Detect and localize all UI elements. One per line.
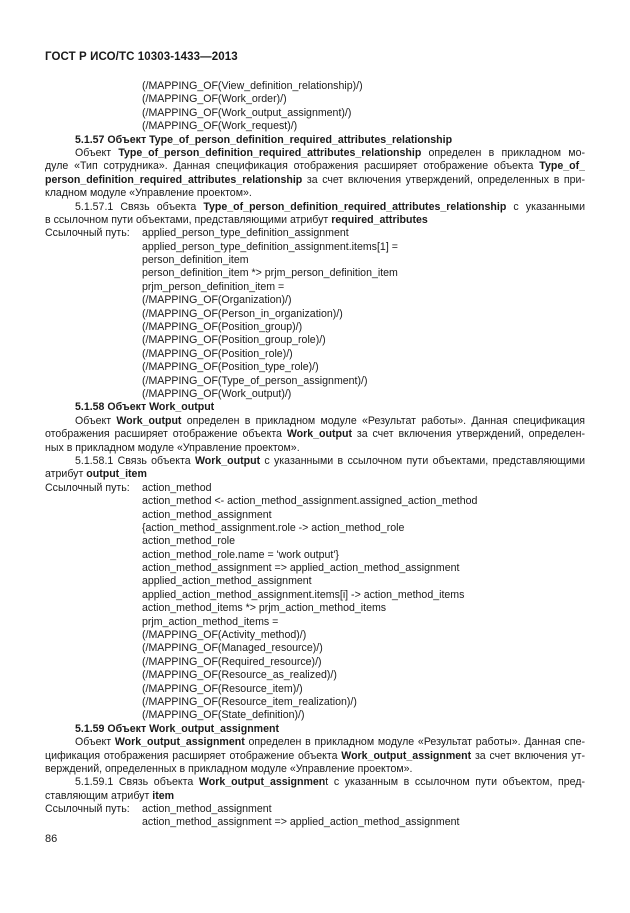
entity-name: Work_output bbox=[286, 428, 352, 441]
entity-name: Type_of_person_definition_required_attributes_relationship bbox=[203, 200, 507, 213]
page-header: ГОСТ Р ИСО/ТС 10303-1433—2013 bbox=[45, 51, 238, 63]
text-run: за счет включения ут- bbox=[471, 749, 585, 762]
text-run: определен в прикладном модуле «Результат работы». Данная спе- bbox=[244, 736, 585, 749]
text-run: в ссылочном пути объектами, представляющими атрибут bbox=[45, 213, 332, 226]
reference-path-first bbox=[45, 227, 585, 240]
paragraph-line bbox=[45, 776, 585, 789]
reference-path-line: {action_method_assignment.role -> action_method_role bbox=[142, 521, 405, 534]
paragraph-line: верждений, определенных в прикладном модуле «Управление проектом». bbox=[45, 762, 413, 775]
text-run: дуле «Тип сотрудника». Данная спецификация отображения расширяет отображение объекта bbox=[45, 160, 540, 173]
paragraph-line: кладном модуле «Управление проектом». bbox=[45, 187, 252, 200]
page-number: 86 bbox=[45, 833, 58, 845]
reference-path-line: action_method_role.name = 'work output'} bbox=[142, 548, 339, 561]
reference-path-line: (/MAPPING_OF(Type_of_person_assignment)/) bbox=[142, 374, 368, 387]
reference-path-line: action_method_role bbox=[142, 535, 236, 548]
entity-name: Work_output_assignment bbox=[341, 749, 472, 762]
reference-path-line: (/MAPPING_OF(View_definition_relationship)/) bbox=[142, 80, 363, 92]
reference-path-line: action_method <- action_method_assignment.assigned_action_method bbox=[142, 495, 478, 508]
entity-name: Type_of_person_definition_required_attributes_relationship bbox=[118, 146, 422, 159]
text-run: t с указанным в ссылочном пути объектом, пред- bbox=[325, 776, 585, 789]
paragraph-line bbox=[45, 455, 585, 468]
reference-path-line: (/MAPPING_OF(Resource_item)/) bbox=[142, 682, 303, 695]
text-run: с указанными bbox=[506, 200, 585, 213]
entity-name: Work_output_assignment bbox=[114, 736, 245, 749]
reference-path-line: (/MAPPING_OF(Person_in_organization)/) bbox=[142, 307, 343, 320]
reference-path-line: person_definition_item *> prjm_person_definition_item bbox=[142, 267, 398, 280]
reference-path-line: action_method_items *> prjm_action_method_items bbox=[142, 602, 387, 615]
text-run: с указанными в ссылочном пути объектами, представляющими bbox=[260, 454, 585, 467]
reference-path-line: (/MAPPING_OF(Resource_as_realized)/) bbox=[142, 669, 337, 682]
paragraph-line: ных в прикладном модуле «Управление проектом». bbox=[45, 441, 300, 454]
paragraph-line bbox=[45, 201, 585, 214]
attribute-name: item bbox=[152, 789, 175, 802]
reference-path-lines bbox=[45, 495, 585, 723]
paragraph-line bbox=[45, 468, 585, 481]
text-run: Объект bbox=[75, 146, 119, 159]
paragraph-line bbox=[45, 415, 585, 428]
attribute-name: output_item bbox=[86, 468, 147, 481]
paragraph-line bbox=[45, 790, 585, 803]
reference-path-line: (/MAPPING_OF(Work_order)/) bbox=[142, 93, 287, 106]
reference-path-line: (/MAPPING_OF(Work_output_assignment)/) bbox=[142, 106, 352, 119]
reference-path-line: action_method_assignment => applied_action_method_assignment bbox=[142, 816, 460, 829]
reference-path-lines bbox=[45, 241, 585, 402]
document-body bbox=[45, 80, 585, 830]
reference-path-label: Ссылочный путь: bbox=[45, 227, 130, 240]
text-run: определен в прикладном мо- bbox=[421, 146, 585, 159]
text-run: атрибут bbox=[45, 468, 87, 481]
paragraph-line bbox=[45, 174, 585, 187]
reference-path-line: action_method_assignment bbox=[142, 803, 272, 816]
section-heading-5-1-58: 5.1.58 Объект Work_output bbox=[75, 401, 215, 414]
reference-path-line: prjm_person_definition_item = bbox=[142, 280, 285, 293]
reference-path-line: action_method bbox=[142, 481, 212, 494]
reference-path-line: (/MAPPING_OF(Managed_resource)/) bbox=[142, 642, 323, 655]
section-heading-5-1-59: 5.1.59 Объект Work_output_assignment bbox=[75, 722, 279, 735]
paragraph-line bbox=[45, 160, 585, 173]
reference-path-line: (/MAPPING_OF(Activity_method)/) bbox=[142, 629, 307, 642]
reference-path-label: Ссылочный путь: bbox=[45, 803, 130, 816]
text-run: отображения расширяет отображение объекта bbox=[45, 428, 287, 441]
entity-name: Work_output_assignmen bbox=[198, 776, 326, 789]
reference-path-line: action_method_assignment bbox=[142, 508, 272, 521]
reference-path-line: (/MAPPING_OF(Position_group)/) bbox=[142, 321, 303, 334]
text-run: 5.1.58.1 Связь объекта bbox=[75, 454, 195, 467]
entity-name: Work_output bbox=[116, 414, 182, 427]
paragraph-line bbox=[45, 736, 585, 749]
text-run: 5.1.57.1 Связь объекта bbox=[75, 200, 204, 213]
reference-path-line: (/MAPPING_OF(State_definition)/) bbox=[142, 709, 305, 722]
text-run: за счет включения утверждений, определенных в при- bbox=[302, 173, 585, 186]
reference-path-line: applied_person_type_definition_assignment.items[1] = bbox=[142, 240, 398, 253]
reference-path-line: (/MAPPING_OF(Position_group_role)/) bbox=[142, 334, 326, 347]
reference-path-line: (/MAPPING_OF(Work_output)/) bbox=[142, 387, 292, 400]
reference-path-first bbox=[45, 482, 585, 495]
reference-path-line: (/MAPPING_OF(Position_type_role)/) bbox=[142, 361, 319, 374]
text-run: ставляющим атрибут bbox=[45, 789, 153, 802]
mapping-continuation bbox=[45, 80, 585, 134]
reference-path-line: prjm_action_method_items = bbox=[142, 615, 279, 628]
text-run: цификация отображения расширяет отображение объекта bbox=[45, 749, 342, 762]
text-run: определен в прикладном модуле «Результат работы». Данная спецификация bbox=[181, 414, 585, 427]
section-heading-5-1-57: 5.1.57 Объект Type_of_person_definition_required_attributes_relationship bbox=[75, 133, 453, 146]
entity-name: person_definition_required_attributes_relationship bbox=[45, 173, 303, 186]
reference-path-lines bbox=[45, 816, 585, 829]
reference-path-line: person_definition_item bbox=[142, 254, 249, 267]
attribute-name: required_attributes bbox=[331, 213, 428, 226]
reference-path-line: action_method_assignment => applied_action_method_assignment bbox=[142, 562, 460, 575]
reference-path-line: (/MAPPING_OF(Required_resource)/) bbox=[142, 655, 322, 668]
reference-path-first bbox=[45, 803, 585, 816]
entity-name: Work_output bbox=[194, 454, 261, 467]
reference-path-line: applied_action_method_assignment bbox=[142, 575, 312, 588]
reference-path-line: applied_person_type_definition_assignment bbox=[142, 227, 349, 240]
reference-path-line: applied_action_method_assignment.items[i] -> action_method_items bbox=[142, 588, 465, 601]
reference-path-line: (/MAPPING_OF(Organization)/) bbox=[142, 294, 292, 307]
text-run: 5.1.59.1 Связь объекта bbox=[75, 776, 199, 789]
reference-path-label: Ссылочный путь: bbox=[45, 481, 130, 494]
reference-path-line: (/MAPPING_OF(Resource_item_realization)/) bbox=[142, 695, 357, 708]
paragraph-line bbox=[45, 214, 585, 227]
paragraph-line bbox=[45, 147, 585, 160]
paragraph-line bbox=[45, 750, 585, 763]
text-run: Объект bbox=[75, 414, 117, 427]
reference-path-line: (/MAPPING_OF(Position_role)/) bbox=[142, 347, 293, 360]
entity-name: Type_of_ bbox=[539, 160, 585, 173]
text-run: Объект bbox=[75, 736, 115, 749]
reference-path-line: (/MAPPING_OF(Work_request)/) bbox=[142, 120, 298, 133]
text-run: за счет включения утверждений, определен- bbox=[351, 428, 585, 441]
paragraph-line bbox=[45, 428, 585, 441]
